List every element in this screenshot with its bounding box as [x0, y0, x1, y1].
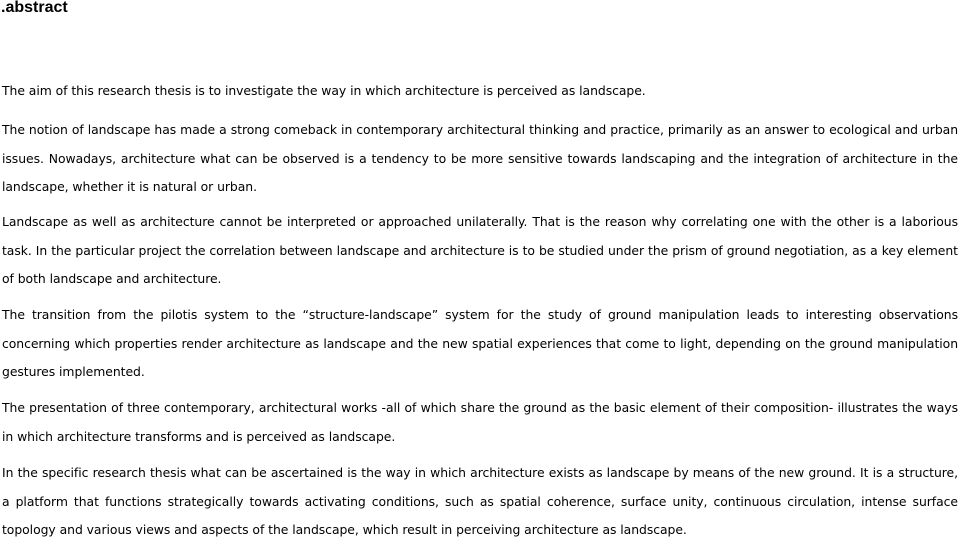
paragraph-1: The aim of this research thesis is to investigate the way in which architecture is perceived as landscape.	[2, 83, 646, 98]
section-heading: .abstract	[1, 0, 68, 16]
paragraph-4: The transition from the pilotis system to the “structure-landscape” system for the study of ground manipulation leads to interesting observations concerning which properties render architecture as landscape and the new spatial experiences that come to light, depending on the ground manipulation gestures implemented.	[2, 307, 958, 380]
paragraph-3: Landscape as well as architecture cannot be interpreted or approached unilaterally. That is the reason why correlating one with the other is a laborious task. In the particular project the correlation between landscape and architecture is to be studied under the prism of ground negotiation, as a key element of both landscape and architecture.	[2, 214, 958, 287]
paragraph-2: The notion of landscape has made a strong comeback in contemporary architectural thinking and practice, primarily as an answer to ecological and urban issues. Nowadays, architecture what can be observed is a tendency to be more sensitive towards landscaping and the integration of architecture in the landscape, whether it is natural or urban.	[2, 122, 958, 195]
paragraph-5: The presentation of three contemporary, architectural works -all of which share the ground as the basic element of their composition- illustrates the ways in which architecture transforms and is perceived as landscape.	[2, 400, 958, 444]
paragraph-6: In the specific research thesis what can be ascertained is the way in which architecture exists as landscape by means of the new ground. It is a structure, a platform that functions strategically towards activating conditions, such as spatial coherence, surface unity, continuous circulation, intense surface topology and various views and aspects of the landscape, which result in perceiving architecture as landscape.	[2, 465, 958, 538]
